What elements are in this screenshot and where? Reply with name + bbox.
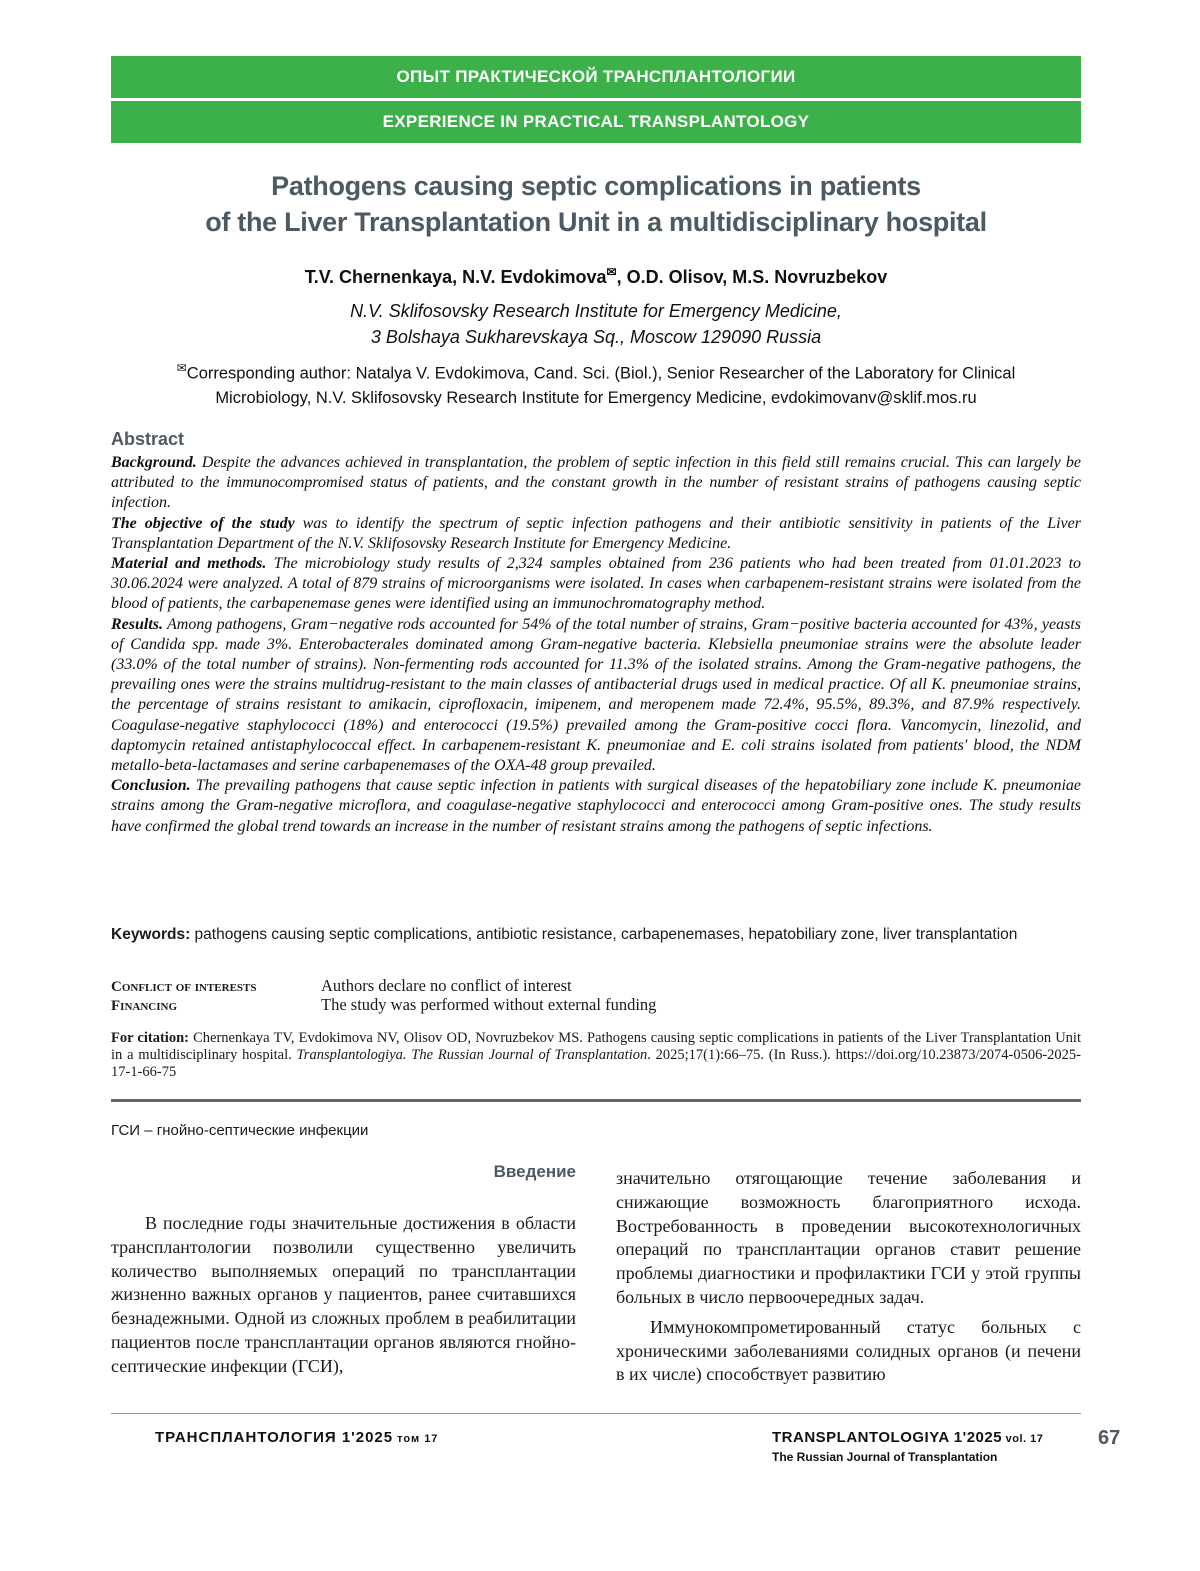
financing-text: The study was performed without external funding — [321, 995, 657, 1014]
corresponding-line-2: Microbiology, N.V. Sklifosovsky Research Institute for Emergency Medicine, evdokimovanv@sklif.mos.ru — [215, 388, 977, 407]
title-line-1: Pathogens causing septic complications in patients — [271, 171, 921, 201]
methods-text: The microbiology study results of 2,324 samples obtained from 236 patients who had been treated from 01.01.2023 to 30.06.2024 were analyzed. A total of 879 strains of microorganisms were isolated. In cases when carbapenem-resistant strains were isolated from the blood of patients, the carbapenemase genes were identified using an immunochromatography method. — [111, 555, 1082, 613]
body-column-right — [616, 1167, 1081, 1387]
objective-text: was to identify the spectrum of septic infection pathogens and their antibiotic sensitivity in patients of the Liver Transplantation Department of the N.V. Sklifosovsky Research Institute for Emergency Medicine. — [111, 514, 1081, 552]
intro-heading: Введение — [493, 1162, 576, 1181]
footer-volume-ru: том 17 — [393, 1433, 439, 1445]
section-band-en: EXPERIENCE IN PRACTICAL TRANSPLANTOLOGY — [111, 101, 1081, 143]
keywords-label: Keywords: — [111, 926, 191, 943]
keywords — [111, 925, 1081, 944]
citation-journal: Transplantologiya. The Russian Journal of Transplantation — [296, 1047, 648, 1063]
article-title — [111, 168, 1081, 240]
intro-paragraph-1-continued: значительно отягощающие течение заболевания и снижающие возможность благоприятного исхода. Востребованность в проведении высокотехнологичных операций по трансплантации органов ставит решение проблемы диагностики и профилактики ГСИ у этой группы больных в число первоочередных задач. — [616, 1168, 1081, 1307]
intro-paragraph-1: В последние годы значительные достижения в области трансплантологии позволили существенно увеличить количество выполняемых операций по трансплантации жизненно важных органов у пациентов, ранее считавшихся безнадежными. Одной из сложных проблем в реабилитации пациентов после трансплантации органов являются гнойно-септические инфекции (ГСИ), — [111, 1213, 576, 1376]
page-number: 67 — [1098, 1427, 1121, 1449]
citation-label: For citation: — [111, 1030, 189, 1046]
affiliation-line-1: N.V. Sklifosovsky Research Institute for Emergency Medicine, — [350, 301, 842, 321]
intro-paragraph-2: Иммунокомпрометированный статус больных с хроническими заболеваниями солидных органов (и печени в их числе) способствует развитию — [616, 1316, 1081, 1385]
conflict-of-interests — [111, 976, 572, 996]
authors-part-2: , O.D. Olisov, M.S. Novruzbekov — [616, 267, 888, 287]
authors — [111, 265, 1081, 288]
background-label: Background. — [111, 454, 197, 471]
abstract-objective — [111, 514, 1081, 554]
footer-divider — [111, 1413, 1081, 1414]
conflict-text: Authors declare no conflict of interest — [321, 976, 572, 995]
keywords-text: pathogens causing septic complications, antibiotic resistance, carbapenemases, hepatobiliary zone, liver transplantation — [190, 926, 1018, 943]
conclusion-label: Conclusion. — [111, 777, 191, 795]
methods-label: Material and methods. — [111, 555, 267, 573]
abbreviations: ГСИ – гнойно-септические инфекции — [111, 1122, 369, 1139]
section-band-ru: ОПЫТ ПРАКТИЧЕСКОЙ ТРАНСПЛАНТОЛОГИИ — [111, 56, 1081, 98]
footer-volume-en: vol. 17 — [1002, 1433, 1044, 1445]
authors-part-1: T.V. Chernenkaya, N.V. Evdokimova — [304, 267, 607, 287]
results-label: Results. — [111, 615, 164, 633]
conclusion-text: The prevailing pathogens that cause septic infection in patients with surgical diseases of the hepatobiliary zone include K. pneumoniae strains among the Gram-negative microflora, and coagulase-negative staphylococci and enterococci among Gram-positive ones. The study results have confirmed the global trend towards an increase in the number of resistant strains among the pathogens of septic infections. — [111, 777, 1081, 835]
footer-journal-en-name: TRANSPLANTOLOGIYA — [772, 1429, 950, 1446]
footer-issue-en: 1'2025 — [949, 1429, 1003, 1446]
corresponding-author — [111, 356, 1081, 410]
citation — [111, 1030, 1081, 1081]
citation-text-1: Chernenkaya TV, Evdokimova NV, Olisov OD, Novruzbekov MS. Pathogens causing septic complications in patients of the Liver Transplantation Unit in a multidisciplinary hospital. — [111, 1030, 1081, 1063]
footer-journal-ru — [155, 1429, 438, 1446]
financing — [111, 995, 656, 1015]
footer-issue-ru: 1'2025 — [336, 1429, 394, 1446]
abstract-results — [111, 615, 1081, 777]
title-line-2: of the Liver Transplantation Unit in a multidisciplinary hospital — [205, 207, 987, 237]
objective-label: The objective of the study — [111, 514, 295, 532]
footer-journal-en — [772, 1429, 1043, 1446]
abstract-conclusion — [111, 776, 1081, 837]
abstract-body — [111, 453, 1081, 837]
financing-label: Financing — [111, 998, 177, 1014]
footer-journal-subtitle: The Russian Journal of Transplantation — [772, 1450, 998, 1464]
abstract-background — [111, 453, 1081, 514]
abstract-heading: Abstract — [111, 429, 185, 449]
citation-text-2: . 2025;17(1):66–75. (In Russ.). https://doi.org/10.23873/2074-0506-2025-17-1-66-75 — [111, 1047, 1081, 1080]
section-divider — [111, 1099, 1081, 1102]
conflict-label: Conflict of interests — [111, 979, 257, 995]
envelope-icon: ✉ — [606, 265, 617, 279]
abstract-methods — [111, 554, 1081, 615]
envelope-icon: ✉ — [176, 361, 187, 375]
results-text: Among pathogens, Gram−negative rods accounted for 54% of the total number of strains, Gram−positive bacteria accounted for 43%, yeasts of Candida spp. made 3%. Enterobacterales dominated among Gram-negative bacteria. Klebsiella pneumoniae strains were the absolute leader (33.0% of the total number of strains). Non-fermenting rods accounted for 11.3% of the isolated strains. Among the Gram-negative pathogens, the prevailing ones were the strains multidrug-resistant to the main classes of antibacterial drugs used in medical practice. Of all K. pneumoniae strains, the percentage of strains resistant to amikacin, ciprofloxacin, imipenem, and meropenem made 72.4%, 95.5%, 89.3%, and 87.9% respectively. Coagulase-negative staphylococci (18%) and enterococci (19.5%) prevailed among the Gram-positive cocci flora. Vancomycin, linezolid, and daptomycin retained antistaphylococcal effect. In carbapenem-resistant K. pneumoniae and E. coli strains isolated from patients' blood, the NDM metallo-beta-lactamases and serine carbapenemases of the OXA-48 group prevailed. — [111, 615, 1081, 775]
body-column-left — [111, 1212, 576, 1379]
affiliation — [111, 298, 1081, 350]
background-text: Despite the advances achieved in transplantation, the problem of septic infection in this field still remains crucial. This can largely be attributed to the immunocompromised status of patients, and the constant growth in the number of resistant strains of pathogens causing septic infection. — [111, 454, 1081, 512]
affiliation-line-2: 3 Bolshaya Sukharevskaya Sq., Moscow 129090 Russia — [370, 327, 822, 347]
corresponding-line-1: Corresponding author: Natalya V. Evdokimova, Cand. Sci. (Biol.), Senior Researcher of the Laboratory for Clinical — [186, 364, 1016, 383]
footer-journal-ru-name: ТРАНСПЛАНТОЛОГИЯ — [155, 1429, 337, 1446]
